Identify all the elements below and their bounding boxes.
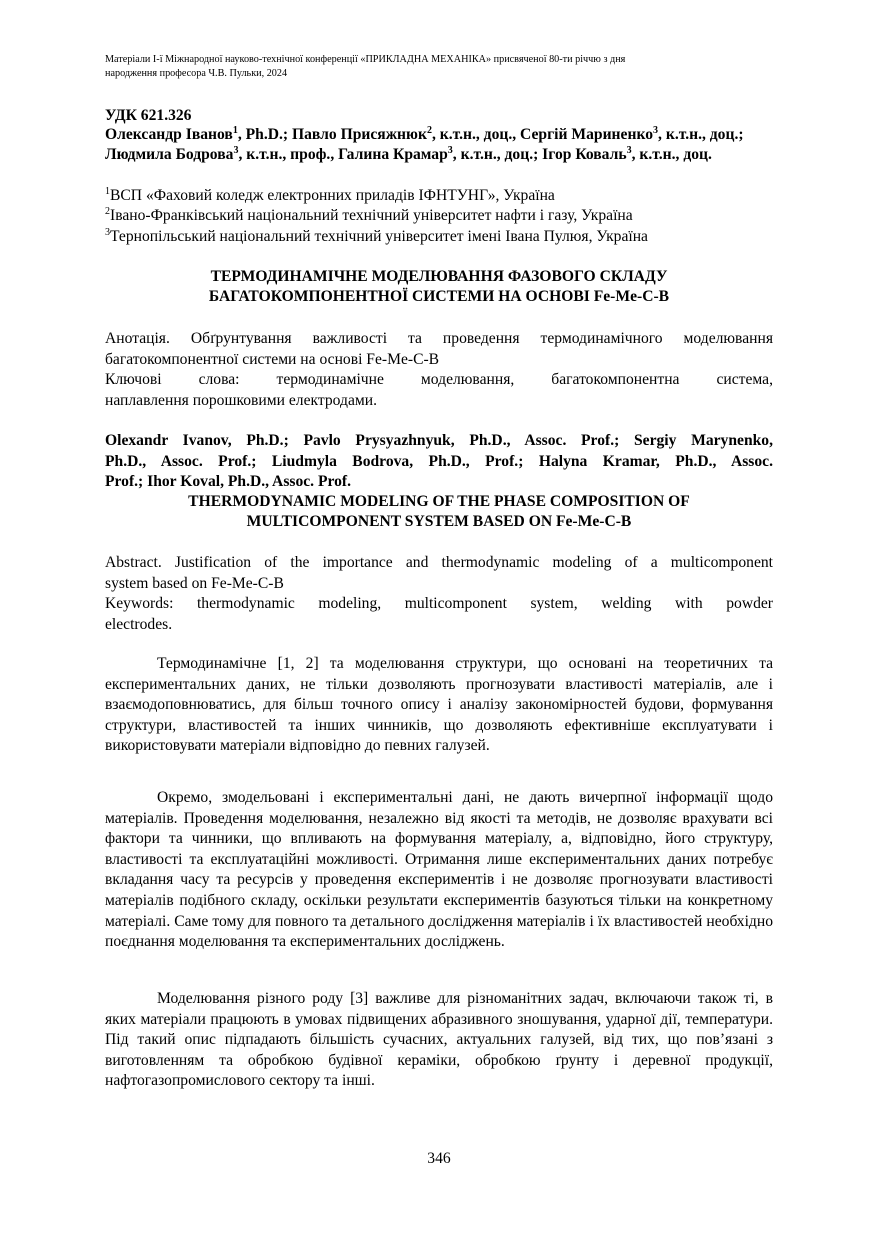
affiliation-marker: 3 bbox=[447, 144, 453, 156]
page-number: 346 bbox=[427, 1150, 451, 1167]
keywords-en-line-1: Keywords: thermodynamic modeling, multicomponent system, welding with powder bbox=[105, 595, 773, 612]
authors-ukrainian bbox=[105, 125, 773, 165]
abstract-en-line-1: Abstract. Justification of the importance and thermodynamic modeling of a multicomponent bbox=[105, 554, 773, 571]
affiliation-3 bbox=[105, 227, 648, 247]
title-ukrainian bbox=[105, 267, 773, 307]
affiliation-marker: 2 bbox=[426, 124, 432, 136]
body-paragraph-1: Термодинамічне [1, 2] та моделювання структури, що основані на теоретичних та експериментальних даних, не тільки дозволяють прогнозувати властивості матеріалів, але і взаємодоповнюватись, для більш точного опису і аналізу закономірностей будови, формування структури, властивостей та інших чинників, що дозволяють ефективніше експлуатувати і використовувати матеріали відповідно до певних галузей. bbox=[105, 655, 773, 755]
affiliation-marker: 3 bbox=[626, 144, 632, 156]
affiliation-marker: 1 bbox=[232, 124, 238, 136]
keywords-en-line-2: electrodes. bbox=[105, 615, 173, 633]
abstract-line-1: Анотація. Обґрунтування важливості та проведення термодинамічного моделювання bbox=[105, 330, 773, 347]
abstract-line-2: багатокомпонентної системи на основі Fe-Me-C-B bbox=[105, 350, 440, 368]
title-en-line-1: THERMODYNAMIC MODELING OF THE PHASE COMPOSITION OF bbox=[188, 493, 690, 510]
keywords-line-1: Ключові слова: термодинамічне моделювання, багатокомпонентна система, bbox=[105, 371, 773, 388]
affiliation-text: Івано-Франківський національний технічний університет нафти і газу, Україна bbox=[110, 207, 633, 224]
abstract-english bbox=[105, 553, 773, 635]
title-en-line-2: MULTICOMPONENT SYSTEM BASED ON Fe-Me-C-B bbox=[246, 513, 632, 530]
affiliation-number: 2 bbox=[105, 205, 110, 217]
authors-en-line-3: Prof.; Ihor Koval, Ph.D., Assoc. Prof. bbox=[105, 473, 352, 490]
title-english bbox=[105, 492, 773, 532]
author-degree: , к.т.н., доц. bbox=[631, 146, 712, 163]
abstract-ukrainian bbox=[105, 329, 773, 411]
affiliation-text: ВСП «Фаховий коледж електронних приладів ІФНТУНГ», Україна bbox=[110, 187, 555, 204]
body-paragraph-3: Моделювання різного роду [3] важливе для різноманітних задач, включаючи також ті, в яких матеріали працюють в умовах підвищених абразивного зношування, ударної дії, температури. Під такий опис підпадають більшість сучасних, актуальних галузей, від тих, що пов’язані з виготовленням та обробкою будівної кераміки, обробкою ґрунту і деревної продукції, нафтогазопромислового сектору та інші. bbox=[105, 990, 773, 1090]
running-header bbox=[105, 53, 773, 80]
authors-english bbox=[105, 431, 773, 493]
author-degree: , Ph.D.; Павло Присяжнюк bbox=[237, 126, 427, 143]
author-degree: , к.т.н., проф., Галина Крамар bbox=[238, 146, 448, 163]
affiliation-1 bbox=[105, 186, 555, 206]
affiliation-text: Тернопільський національний технічний університет імені Івана Пулюя, Україна bbox=[110, 228, 648, 245]
affiliation-number: 3 bbox=[105, 226, 110, 238]
title-line-2: БАГАТОКОМПОНЕНТНОЇ СИСТЕМИ НА ОСНОВІ Fe-Me-C-B bbox=[208, 288, 670, 305]
title-line-1: ТЕРМОДИНАМІЧНЕ МОДЕЛЮВАННЯ ФАЗОВОГО СКЛАДУ bbox=[210, 268, 668, 285]
keywords-line-2: наплавлення порошковими електродами. bbox=[105, 391, 377, 409]
authors-en-line-2: Ph.D., Assoc. Prof.; Liudmyla Bodrova, Ph.D., Prof.; Halyna Kramar, Ph.D., Assoc. bbox=[105, 452, 773, 470]
author-degree: , к.т.н., доц.; Людмила Бодрова bbox=[105, 126, 744, 163]
author-degree: , к.т.н., доц.; Ігор Коваль bbox=[452, 146, 627, 163]
abstract-en-line-2: system based on Fe-Me-C-B bbox=[105, 574, 284, 592]
affiliation-number: 1 bbox=[105, 185, 110, 197]
header-line-1: Матеріали I-ї Міжнародної науково-технічної конференції «ПРИКЛАДНА МЕХАНІКА» присвяченої 80-ти річчю з дня bbox=[105, 54, 626, 65]
affiliation-marker: 3 bbox=[233, 144, 239, 156]
udc-code: УДК 621.326 bbox=[105, 107, 192, 124]
affiliation-2 bbox=[105, 206, 633, 226]
affiliation-marker: 3 bbox=[653, 124, 659, 136]
author-name: Олександр Іванов bbox=[105, 126, 233, 143]
authors-en-line-1: Olexandr Ivanov, Ph.D.; Pavlo Prysyazhnyuk, Ph.D., Assoc. Prof.; Sergiy Marynenko, bbox=[105, 432, 773, 449]
author-degree: , к.т.н., доц., Сергій Мариненко bbox=[431, 126, 654, 143]
body-paragraph-2: Окремо, змодельовані і експериментальні дані, не дають вичерпної інформації щодо матеріалів. Проведення моделювання, незалежно від якості та методів, не дозволяє врахувати всі фактори та чинники, що впливають на формування матеріалу, а, відповідно, його структуру, властивості та експлуатаційні можливості. Отримання лише експериментальних даних потребує вкладання часу та ресурсів у проведення експериментів і не дозволяє прогнозувати властивості матеріалів подібного складу, оскільки результати експериментів базуються тільки на конкретному матеріалі. Саме тому для повного та детального дослідження матеріалів і їх властивостей необхідно поєднання моделювання та експериментальних досліджень. bbox=[105, 789, 773, 951]
header-line-2: народження професора Ч.В. Пульки, 2024 bbox=[105, 67, 288, 79]
